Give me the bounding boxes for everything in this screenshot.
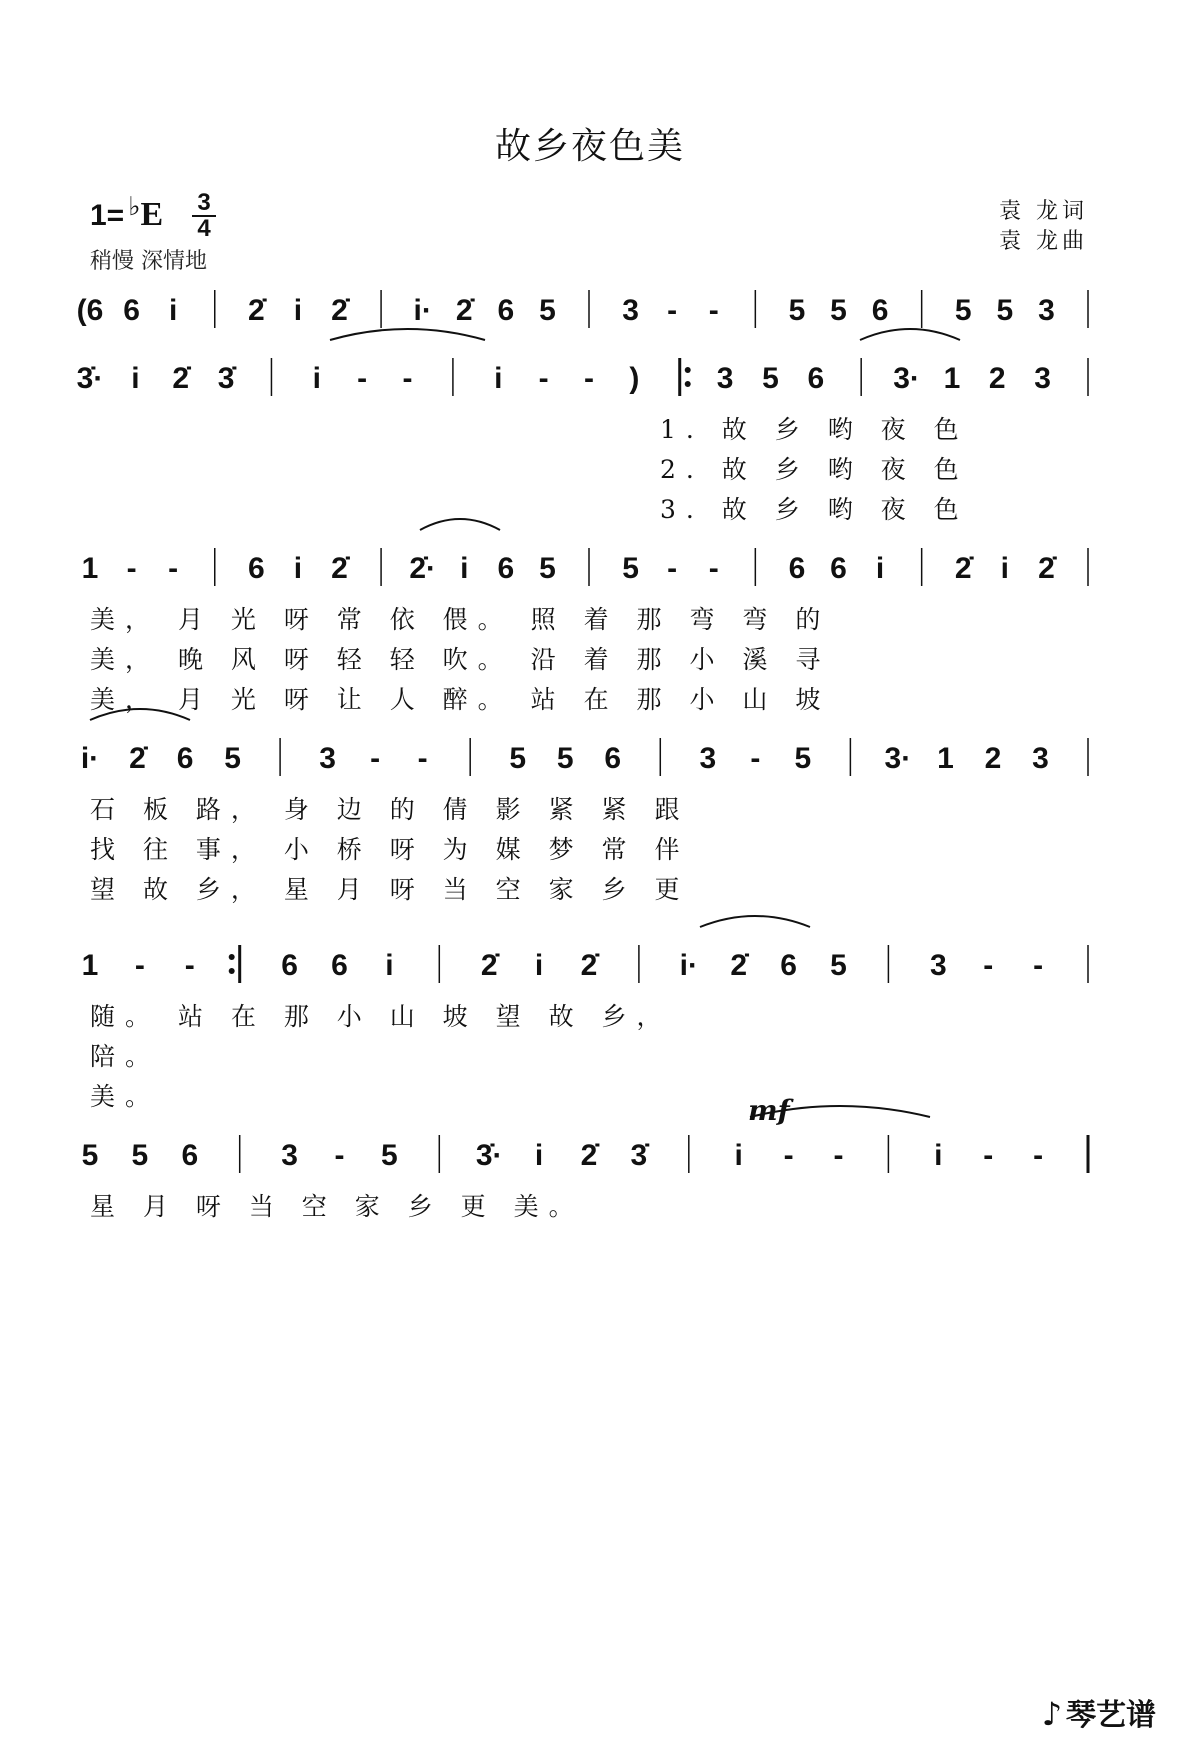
repeat-dot xyxy=(685,367,691,373)
key-prefix: 1= xyxy=(90,199,125,232)
note: 5 xyxy=(539,294,556,327)
note: 3 xyxy=(1032,742,1049,775)
note: i· xyxy=(80,742,100,775)
note: - xyxy=(750,742,761,775)
note: 3̇· xyxy=(76,362,104,395)
note: 2 xyxy=(984,742,1002,775)
note: 5 xyxy=(954,294,972,327)
note: 2̇ xyxy=(1038,552,1055,585)
note: 5 xyxy=(509,742,527,775)
note: 3 xyxy=(699,742,717,775)
note: 5 xyxy=(224,742,241,775)
note: i xyxy=(293,294,303,327)
composer-credit: 袁 龙曲 xyxy=(999,229,1088,254)
note: i xyxy=(534,949,544,982)
lyric-line: 美， 晚 风 呀 轻 轻 吹。 沿 着 那 小 溪 寻 xyxy=(90,645,831,674)
note: 6 xyxy=(247,552,265,585)
note: 2̇ xyxy=(331,294,348,327)
note: 2̇ xyxy=(247,294,265,327)
note: - xyxy=(783,1139,794,1172)
note: 3̇ xyxy=(217,362,235,395)
note: i xyxy=(293,552,303,585)
key-tonic: E xyxy=(140,196,164,233)
note: 5 xyxy=(794,742,812,775)
lyric-line: 找 往 事， 小 桥 呀 为 媒 梦 常 伴 xyxy=(90,835,690,864)
lyric-line: 1. 故 乡 哟 夜 色 xyxy=(660,415,969,444)
note: 2̇ xyxy=(954,552,972,585)
note: - xyxy=(538,362,549,395)
note: 5 xyxy=(131,1139,149,1172)
note: - xyxy=(983,1139,994,1172)
note: 6 xyxy=(181,1139,199,1172)
lyric-line: 美， 月 光 呀 常 依 偎。 照 着 那 弯 弯 的 xyxy=(90,605,831,634)
meter-bottom: 4 xyxy=(197,215,211,242)
note: 6 xyxy=(331,949,348,982)
note: 3 xyxy=(1038,294,1055,327)
note: 6 xyxy=(497,294,515,327)
note: i xyxy=(875,552,885,585)
note: 1 xyxy=(943,362,961,395)
note: 1 xyxy=(81,552,99,585)
note: i xyxy=(460,552,469,585)
lyric-line: 美。 xyxy=(90,1082,161,1111)
note: 5 xyxy=(996,294,1014,327)
note: - xyxy=(1033,949,1044,982)
note: ) xyxy=(629,362,640,395)
note: 5 xyxy=(539,552,556,585)
note: i xyxy=(934,1139,943,1172)
note: - xyxy=(334,1139,345,1172)
note: 3̇ xyxy=(630,1139,648,1172)
note: - xyxy=(417,742,428,775)
logo-text: 琴艺谱 xyxy=(1066,1698,1156,1733)
note: 5 xyxy=(81,1139,99,1172)
slur xyxy=(860,329,960,340)
note: - xyxy=(833,1139,844,1172)
note: 1 xyxy=(81,949,99,982)
slur xyxy=(420,519,500,530)
note: 5 xyxy=(381,1139,398,1172)
repeat-dot xyxy=(229,968,235,974)
note: 2̇ xyxy=(580,949,598,982)
note: 2̇ xyxy=(480,949,498,982)
site-logo xyxy=(1042,1690,1156,1734)
note: i xyxy=(131,362,140,395)
meter-top: 3 xyxy=(197,189,211,216)
note: 3· xyxy=(884,742,912,775)
slur xyxy=(700,916,810,927)
note: 6 xyxy=(604,742,622,775)
note: 2̇ xyxy=(730,949,748,982)
note: 6 xyxy=(830,552,847,585)
note: 3· xyxy=(893,362,920,395)
piano-logo-icon: ♪ xyxy=(1041,1695,1062,1733)
note: 3 xyxy=(622,294,639,327)
note: 5 xyxy=(762,362,779,395)
note: 3 xyxy=(1034,362,1051,395)
lyric-line: 2. 故 乡 哟 夜 色 xyxy=(660,455,969,484)
note: 1 xyxy=(937,742,954,775)
repeat-dot xyxy=(685,381,691,387)
note: - xyxy=(134,949,145,982)
note: 2 xyxy=(988,362,1006,395)
note: 6 xyxy=(780,949,797,982)
tempo-marking: 稍慢 深情地 xyxy=(90,249,207,274)
note: - xyxy=(370,742,381,775)
note: i xyxy=(385,949,394,982)
slur xyxy=(330,329,485,340)
note: - xyxy=(1033,1139,1044,1172)
note: 6 xyxy=(176,742,194,775)
lyric-line: 望 故 乡， 星 月 呀 当 空 家 乡 更 xyxy=(90,875,690,904)
song-title: 故乡夜色美 xyxy=(494,126,685,167)
note: 2̇ xyxy=(172,362,190,395)
note: - xyxy=(402,362,413,395)
dynamic-mark: mf xyxy=(748,1094,790,1127)
note: 5 xyxy=(622,552,639,585)
note: 6 xyxy=(871,294,889,327)
note: i xyxy=(494,362,503,395)
note: 2̇ xyxy=(129,742,146,775)
note: - xyxy=(168,552,179,585)
note: i xyxy=(312,362,321,395)
note: - xyxy=(708,294,719,327)
note: 2̇· xyxy=(409,552,437,585)
note: i· xyxy=(413,294,432,327)
lyric-line: 3. 故 乡 哟 夜 色 xyxy=(660,495,969,524)
note: - xyxy=(708,552,719,585)
note: 6 xyxy=(281,949,298,982)
note: i xyxy=(168,294,178,327)
note: 3 xyxy=(281,1139,298,1172)
note: - xyxy=(983,949,994,982)
note: 3 xyxy=(319,742,336,775)
lyric-line: 随。 站 在 那 小 山 坡 望 故 乡， xyxy=(90,1002,672,1031)
note: 5 xyxy=(830,949,847,982)
note: 6 xyxy=(788,552,806,585)
note: 5 xyxy=(556,742,574,775)
note: - xyxy=(667,294,678,327)
lyric-line: 陪。 xyxy=(90,1042,161,1071)
note: 5 xyxy=(788,294,806,327)
lyric-line: 星 月 呀 当 空 家 乡 更 美。 xyxy=(90,1192,584,1221)
note: 6 xyxy=(807,362,825,395)
note: 2̇ xyxy=(455,294,473,327)
note: 6 xyxy=(497,552,515,585)
note: - xyxy=(357,362,368,395)
note: - xyxy=(184,949,195,982)
note: 2̇ xyxy=(580,1139,598,1172)
note: 5 xyxy=(830,294,847,327)
note: i xyxy=(734,1139,743,1172)
note: - xyxy=(126,552,137,585)
note: 3 xyxy=(716,362,734,395)
note: 6 xyxy=(123,294,140,327)
note: 3̇· xyxy=(475,1139,503,1172)
lyric-line: 美， 月 光 呀 让 人 醉。 站 在 那 小 山 坡 xyxy=(90,685,831,714)
note: - xyxy=(667,552,678,585)
repeat-dot xyxy=(229,954,235,960)
note: 2̇ xyxy=(331,552,348,585)
note: i xyxy=(534,1139,544,1172)
note: i xyxy=(1000,552,1010,585)
lyric-line: 石 板 路， 身 边 的 倩 影 紧 紧 跟 xyxy=(90,795,690,824)
note: (6 xyxy=(76,294,104,327)
note: - xyxy=(584,362,594,395)
flat-sign: ♭ xyxy=(128,192,141,222)
lyricist-credit: 袁 龙词 xyxy=(999,199,1088,224)
note: 3 xyxy=(929,949,947,982)
note: i· xyxy=(679,949,698,982)
